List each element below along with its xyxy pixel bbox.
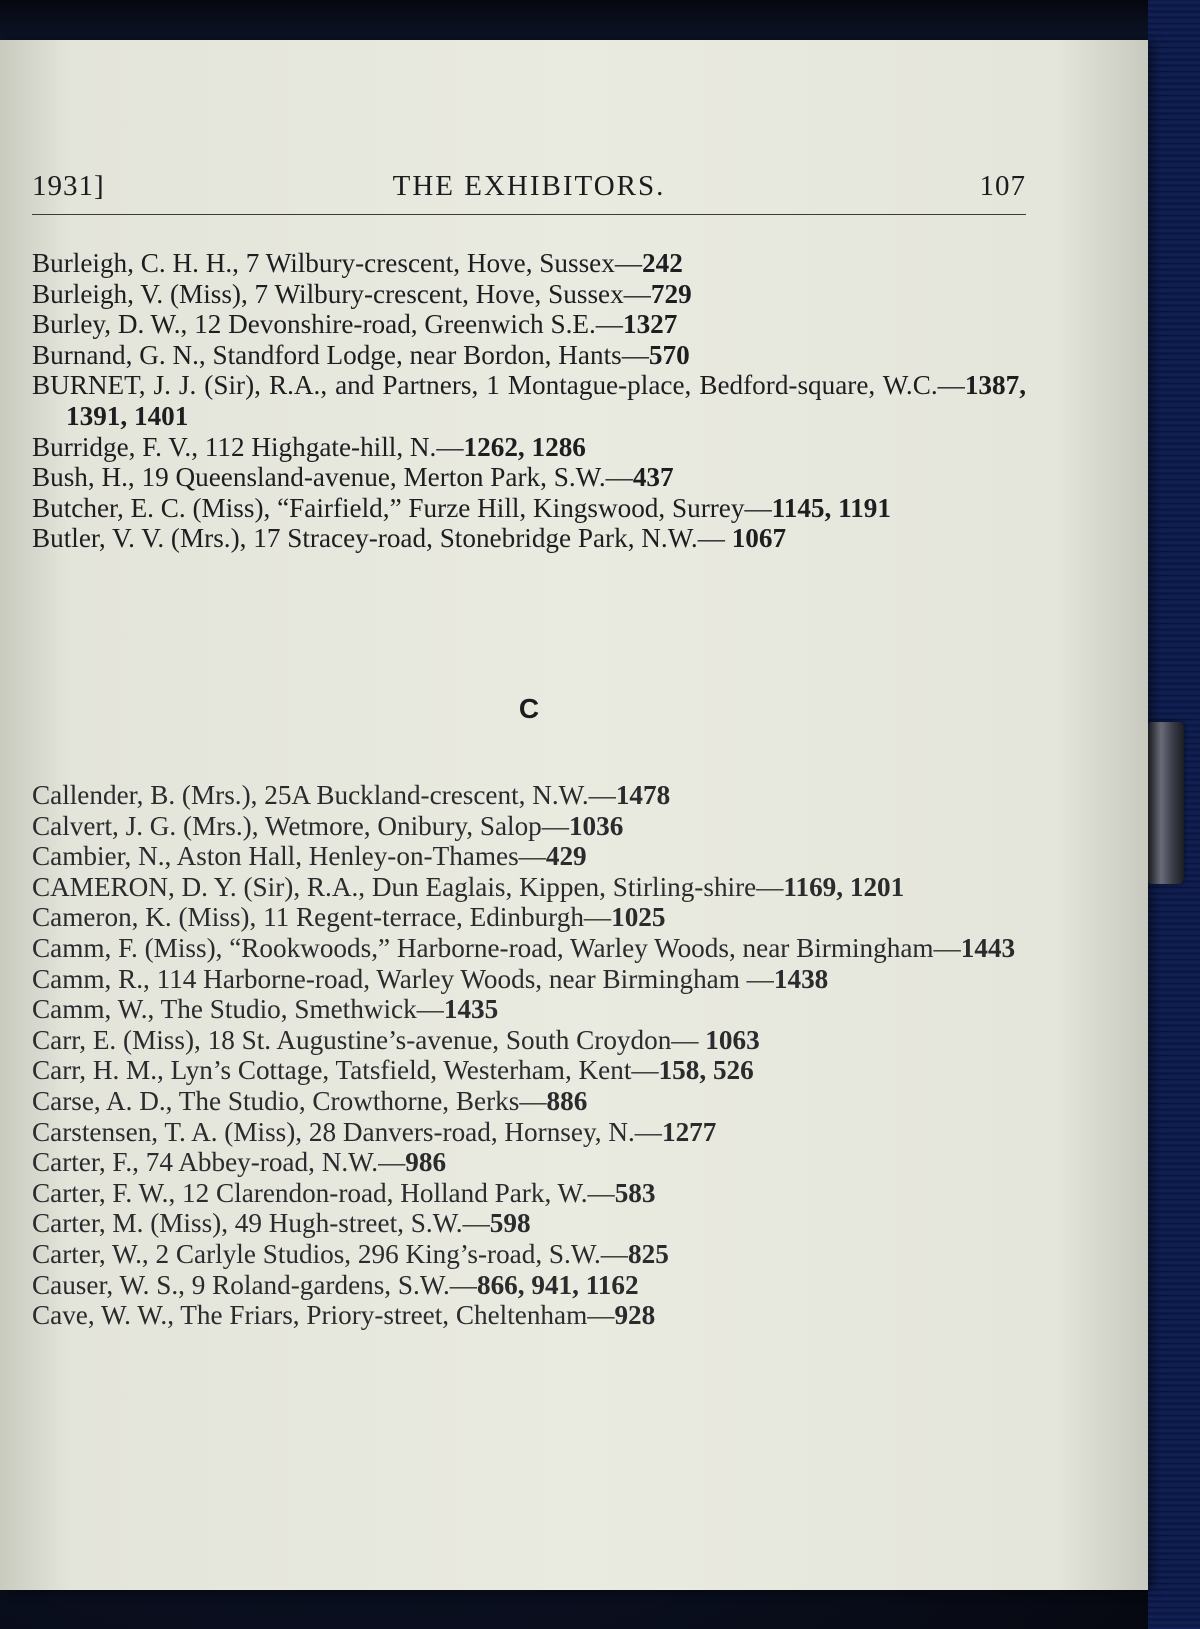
- entry-catalogue-numbers: 1063: [705, 1024, 760, 1055]
- header-rule: [32, 214, 1026, 215]
- book-page: [0, 40, 1148, 1590]
- entry-address: Bush, H., 19 Queensland-avenue, Merton Park, S.W.—: [32, 462, 633, 493]
- entry-address: Burley, D. W., 12 Devonshire-road, Greenwich S.E.—: [32, 309, 623, 340]
- entry-catalogue-numbers: 1438: [773, 963, 829, 994]
- entry-address: Cameron, K. (Miss), 11 Regent-terrace, Edinburgh—: [32, 902, 612, 933]
- entry-address: Callender, B. (Mrs.), 25A Buckland-crescent, N.W.—: [32, 780, 616, 810]
- book-clasp: [1146, 722, 1184, 884]
- entry-catalogue-numbers: 583: [614, 1177, 656, 1208]
- entry-catalogue-numbers: 1036: [568, 810, 624, 841]
- entry-catalogue-numbers: 1277: [661, 1116, 717, 1147]
- entry-address: Butler, V. V. (Mrs.), 17 Stracey-road, Stonebridge Park, N.W.—: [32, 523, 732, 554]
- entry-catalogue-numbers: 729: [650, 278, 692, 309]
- exhibitor-list-b: [32, 248, 1026, 554]
- entry-address: Butcher, E. C. (Miss), “Fairfield,” Furze Hill, Kingswood, Surrey—: [32, 492, 772, 523]
- entry-catalogue-numbers: 598: [489, 1208, 531, 1239]
- entry-address: Burnand, G. N., Standford Lodge, near Bordon, Hants—: [32, 339, 649, 370]
- entry-address: BURNET, J. J. (Sir), R.A., and Partners, 1 Montague-place, Bedford-square, W.C.—: [32, 370, 965, 401]
- exhibitor-entry: [32, 902, 1026, 933]
- entry-catalogue-numbers: 1067: [731, 523, 787, 554]
- page-number: 107: [979, 170, 1026, 202]
- exhibitor-entry: [32, 1147, 1026, 1178]
- entry-address: Carse, A. D., The Studio, Crowthorne, Berks—: [32, 1085, 547, 1116]
- entry-address: Carstensen, T. A. (Miss), 28 Danvers-road, Hornsey, N.—: [32, 1116, 662, 1147]
- entry-catalogue-numbers: 1478: [615, 780, 671, 810]
- entry-catalogue-numbers: 1443: [960, 932, 1016, 963]
- entry-catalogue-numbers: 158, 526: [658, 1055, 754, 1086]
- exhibitor-entry: [32, 1178, 1026, 1209]
- entry-catalogue-numbers: 928: [614, 1300, 656, 1331]
- exhibitor-entry: [32, 1208, 1026, 1239]
- exhibitor-entry: [32, 432, 1026, 463]
- exhibitor-entry: [32, 279, 1026, 310]
- entry-address: Causer, W. S., 9 Roland-gardens, S.W.—: [32, 1269, 477, 1300]
- entry-address: Burleigh, V. (Miss), 7 Wilbury-crescent, Hove, Sussex—: [32, 278, 651, 309]
- exhibitor-entry: [32, 780, 1026, 811]
- entry-catalogue-numbers: 1025: [611, 902, 666, 933]
- entry-catalogue-numbers: 1262, 1286: [463, 431, 586, 462]
- entry-address: Carter, F., 74 Abbey-road, N.W.—: [32, 1147, 406, 1178]
- entry-address: Camm, F. (Miss), “Rookwoods,” Harborne-road, Warley Woods, near Birmingham—: [32, 932, 961, 963]
- exhibitor-entry: [32, 493, 1026, 524]
- entry-address: Burridge, F. V., 112 Highgate-hill, N.—: [32, 431, 464, 462]
- entry-catalogue-numbers: 866, 941, 1162: [476, 1269, 639, 1300]
- entry-catalogue-numbers: 242: [642, 248, 683, 278]
- entry-address: Cave, W. W., The Friars, Priory-street, Cheltenham—: [32, 1300, 615, 1331]
- header-title: THE EXHIBITORS.: [392, 170, 666, 202]
- section-letter: C: [518, 693, 540, 724]
- entry-catalogue-numbers: 886: [546, 1085, 588, 1116]
- running-head: [32, 170, 1026, 206]
- exhibitor-entry: [32, 872, 1026, 903]
- header-year: 1931]: [32, 170, 105, 202]
- entry-address: Cambier, N., Aston Hall, Henley-on-Thames—: [32, 841, 546, 872]
- entry-address: Carr, H. M., Lyn’s Cottage, Tatsfield, Westerham, Kent—: [32, 1055, 659, 1086]
- entry-catalogue-numbers: 1145, 1191: [771, 492, 891, 523]
- exhibitor-entry: [32, 964, 1026, 995]
- entry-address: Burleigh, C. H. H., 7 Wilbury-crescent, Hove, Sussex—: [32, 248, 643, 278]
- entry-address: Camm, R., 114 Harborne-road, Warley Woods, near Birmingham —: [32, 963, 774, 994]
- entry-address: CAMERON, D. Y. (Sir), R.A., Dun Eaglais, Kippen, Stirling-shire—: [32, 871, 784, 902]
- entry-address: Carr, E. (Miss), 18 St. Augustine’s-avenue, South Croydon—: [32, 1024, 706, 1055]
- entry-address: Carter, F. W., 12 Clarendon-road, Holland Park, W.—: [32, 1177, 615, 1208]
- entry-catalogue-numbers: 429: [545, 841, 587, 872]
- entry-address: Camm, W., The Studio, Smethwick—: [32, 994, 444, 1025]
- entry-catalogue-numbers: 986: [405, 1147, 447, 1178]
- exhibitor-entry: [32, 1086, 1026, 1117]
- entry-address: Calvert, J. G. (Mrs.), Wetmore, Onibury, Salop—: [32, 810, 569, 841]
- book-cover-top: [0, 0, 1200, 40]
- exhibitor-entry: [32, 1270, 1026, 1301]
- entry-catalogue-numbers: 1169, 1201: [783, 871, 905, 902]
- exhibitor-list-c: [32, 780, 1026, 1331]
- exhibitor-entry: [32, 248, 1026, 279]
- entry-catalogue-numbers: 1387, 1391, 1401: [66, 370, 1026, 431]
- entry-catalogue-numbers: 437: [632, 462, 674, 493]
- exhibitor-entry: [32, 933, 1026, 964]
- entry-catalogue-numbers: 1435: [443, 994, 499, 1025]
- exhibitor-entry: [32, 462, 1026, 493]
- exhibitor-entry: [32, 523, 1026, 554]
- exhibitor-entry: [32, 340, 1026, 371]
- exhibitor-entry: [32, 309, 1026, 340]
- exhibitor-entry: [32, 994, 1026, 1025]
- exhibitor-entry: [32, 841, 1026, 872]
- entry-catalogue-numbers: 570: [648, 339, 690, 370]
- exhibitor-entry: [32, 811, 1026, 842]
- entry-catalogue-numbers: 825: [628, 1238, 669, 1269]
- exhibitor-entry: [32, 1055, 1026, 1086]
- exhibitor-entry: [32, 370, 1026, 431]
- exhibitor-entry: [32, 1117, 1026, 1148]
- exhibitor-entry: [32, 1239, 1026, 1270]
- entry-catalogue-numbers: 1327: [622, 309, 678, 340]
- entry-address: Carter, M. (Miss), 49 Hugh-street, S.W.—: [32, 1208, 490, 1239]
- exhibitor-entry: [32, 1300, 1026, 1331]
- exhibitor-entry: [32, 1025, 1026, 1056]
- entry-address: Carter, W., 2 Carlyle Studios, 296 King’s-road, S.W.—: [32, 1238, 628, 1269]
